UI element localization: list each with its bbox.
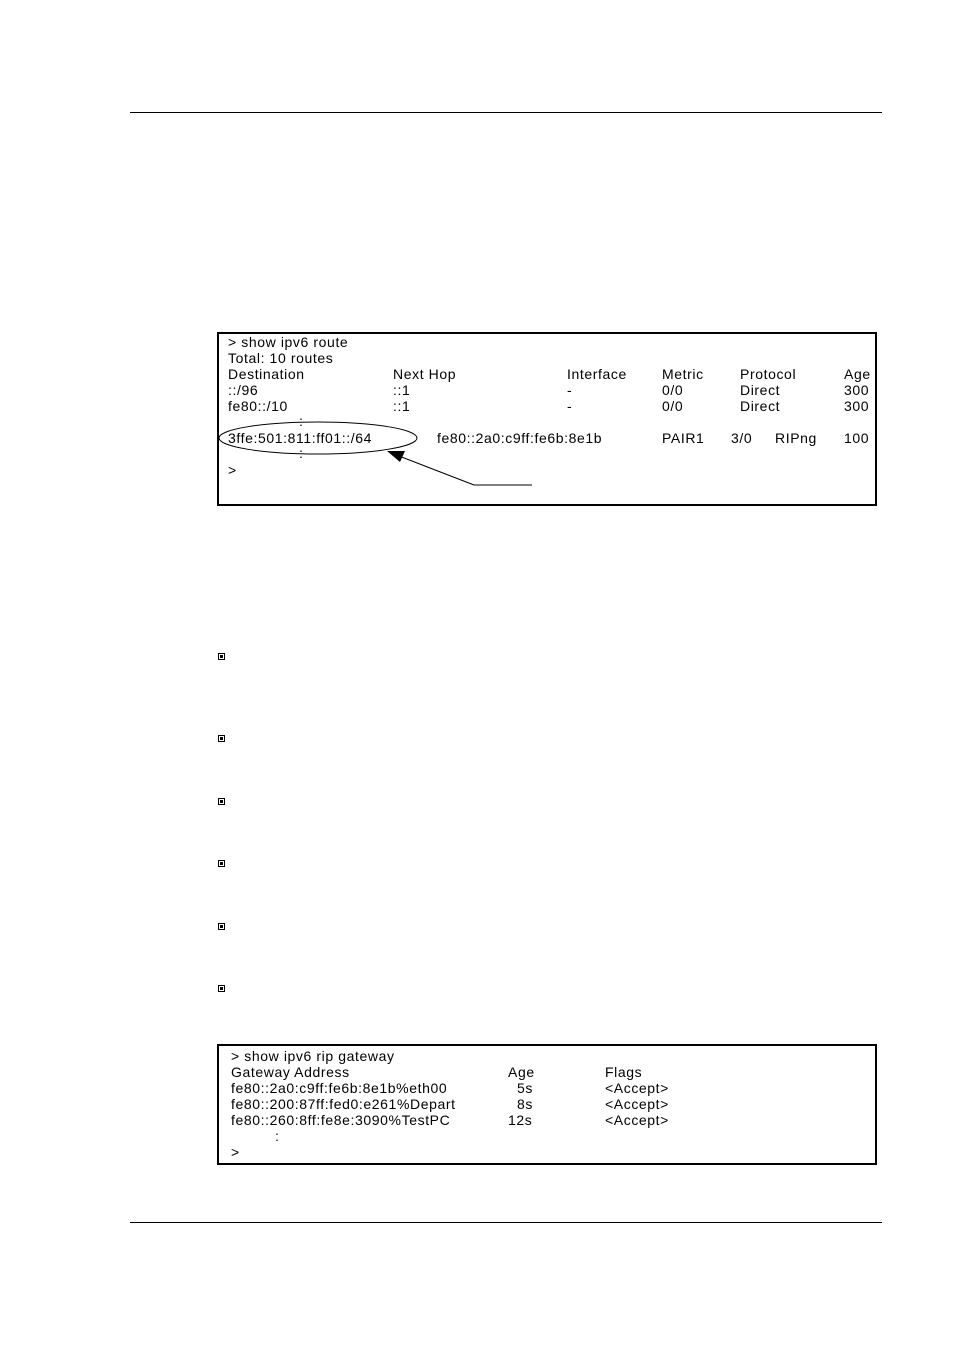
route-row-metric: 0/0 [662,382,684,398]
gateway-row-age: 8s [517,1096,533,1112]
route-row-interface: PAIR1 [662,430,705,446]
route-row-age: 300 [844,382,870,398]
header-rule [130,112,882,113]
route-row-protocol: RIPng [775,430,817,446]
route-row-next-hop: ::1 [393,382,411,398]
route-row-destination: ::/96 [228,382,259,398]
route-row-metric: 3/0 [731,430,753,446]
header-age: Age [844,366,871,382]
route-row-next-hop: ::1 [393,398,411,414]
route-row-next-hop: fe80::2a0:c9ff:fe6b:8e1b [437,430,603,446]
route-command: > show ipv6 route [228,334,349,350]
list-bullet [218,860,225,867]
route-row-interface: - [567,382,573,398]
gateway-terminal [217,1044,877,1165]
header-metric: Metric [662,366,704,382]
route-row-protocol: Direct [740,398,781,414]
route-row-age: 300 [844,398,870,414]
route-row-protocol: Direct [740,382,781,398]
list-bullet [218,923,225,930]
ellipsis-marker: : [275,1128,279,1144]
gateway-row-age: 5s [517,1080,533,1096]
header-interface: Interface [567,366,627,382]
gateway-row-address: fe80::260:8ff:fe8e:3090%TestPC [231,1112,451,1128]
route-total: Total: 10 routes [228,350,334,366]
gateway-command: > show ipv6 rip gateway [231,1048,395,1064]
footer-rule [130,1222,882,1223]
gateway-row-address: fe80::200:87ff:fed0:e261%Depart [231,1096,456,1112]
header-next-hop: Next Hop [393,366,457,382]
list-bullet [218,985,225,992]
gateway-row-flags: <Accept> [605,1080,669,1096]
ellipsis-marker: : [299,445,303,461]
route-row-interface: - [567,398,573,414]
route-row-age: 100 [844,430,870,446]
route-row-metric: 0/0 [662,398,684,414]
route-prompt: > [228,462,237,478]
ellipsis-marker: : [299,413,303,429]
header-destination: Destination [228,366,305,382]
header-protocol: Protocol [740,366,797,382]
list-bullet [218,798,225,805]
header-flags: Flags [605,1064,643,1080]
route-row-destination: 3ffe:501:811:ff01::/64 [228,430,372,446]
callout-line [399,456,474,485]
list-bullet [218,653,225,660]
gateway-row-address: fe80::2a0:c9ff:fe6b:8e1b%eth00 [231,1080,448,1096]
header-gateway-address: Gateway Address [231,1064,350,1080]
route-terminal [217,332,877,506]
route-row-destination: fe80::/10 [228,398,288,414]
gateway-row-flags: <Accept> [605,1096,669,1112]
gateway-row-age: 12s [508,1112,533,1128]
header-age: Age [508,1064,535,1080]
gateway-prompt: > [231,1144,240,1160]
list-bullet [218,735,225,742]
callout-ellipse [219,422,417,454]
callout-overlay [219,334,875,504]
gateway-row-flags: <Accept> [605,1112,669,1128]
callout-arrowhead [387,451,405,462]
